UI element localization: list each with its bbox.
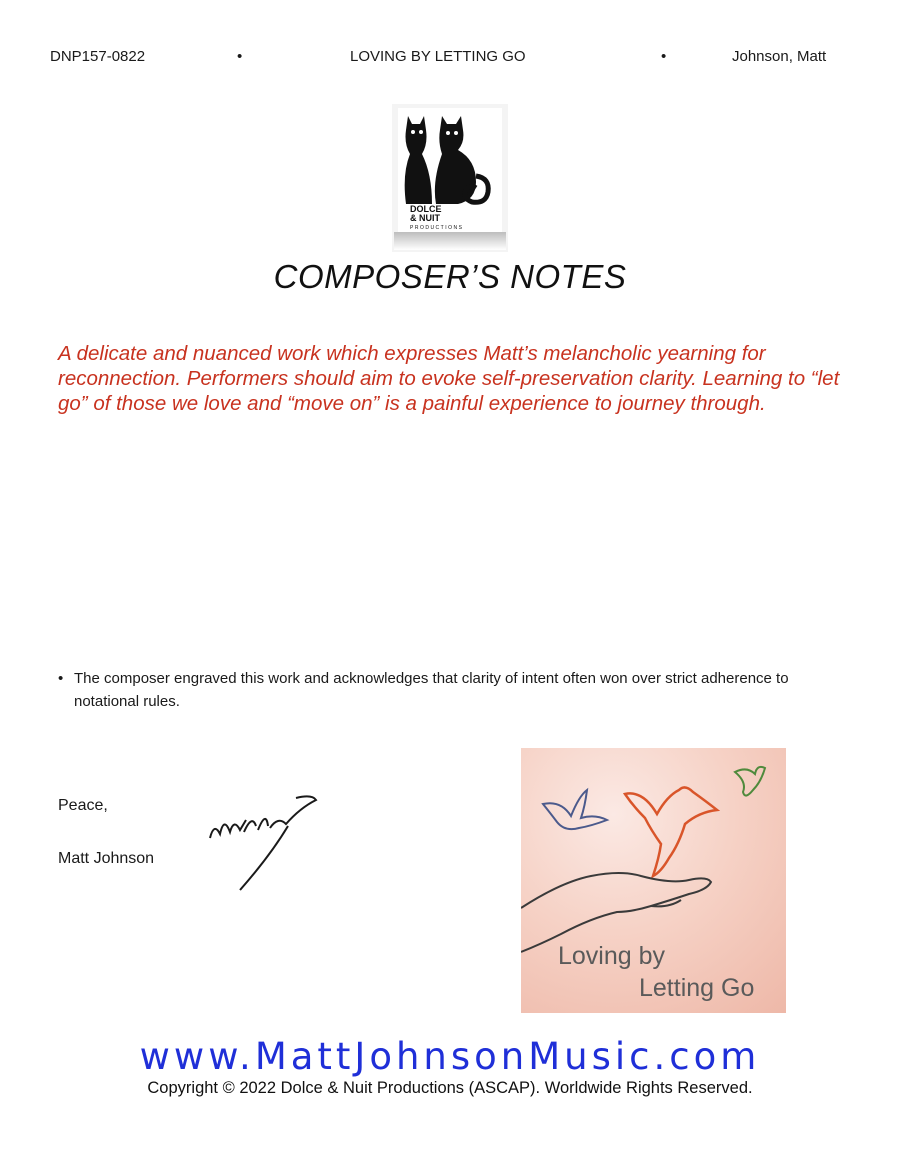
open-hand-icon (521, 873, 711, 952)
logo-text-line2: & NUIT (410, 213, 440, 223)
list-item-text: The composer engraved this work and acknowledges that clarity of intent often won over strict adherence to notational rules. (74, 670, 789, 710)
publisher-logo (392, 104, 508, 252)
catalog-code: DNP157-0822 (50, 48, 146, 65)
cover-title-line2: Letting Go (639, 974, 755, 1002)
logo-text-line3: PRODUCTIONS (410, 225, 464, 231)
closing-salutation: Peace, (58, 797, 108, 814)
composer-name: Johnson, Matt (732, 48, 827, 65)
notes-body: A delicate and nuanced work which expresses Matt’s melancholic yearning for reconnection. Performers should aim to evoke self-preservation clarity. Learning to “let go” of those we love and “move on” is a painful experience to journey through. (58, 342, 840, 415)
header-bullet: • (661, 48, 667, 65)
signer-name: Matt Johnson (58, 850, 155, 867)
album-cover (521, 748, 786, 1013)
orange-bird-icon (625, 787, 717, 876)
notes-title: COMPOSER’S NOTES (273, 258, 627, 295)
page-header (0, 48, 900, 68)
header-bullet: • (237, 48, 243, 65)
list-item (58, 667, 838, 713)
cover-title-line1: Loving by (558, 942, 666, 970)
website-link[interactable]: www.MattJohnsonMusic.com (139, 1035, 761, 1078)
signature (200, 786, 330, 896)
blue-bird-icon (543, 790, 607, 829)
piece-title: LOVING BY LETTING GO (350, 48, 526, 65)
copyright-notice: Copyright © 2022 Dolce & Nuit Productions (ASCAP). Worldwide Rights Reserved. (147, 1079, 753, 1097)
leaf-icon (735, 767, 765, 796)
bullet-icon: • (58, 670, 64, 687)
notes-list (58, 667, 838, 713)
logo-text-line1: DOLCE (410, 204, 442, 214)
